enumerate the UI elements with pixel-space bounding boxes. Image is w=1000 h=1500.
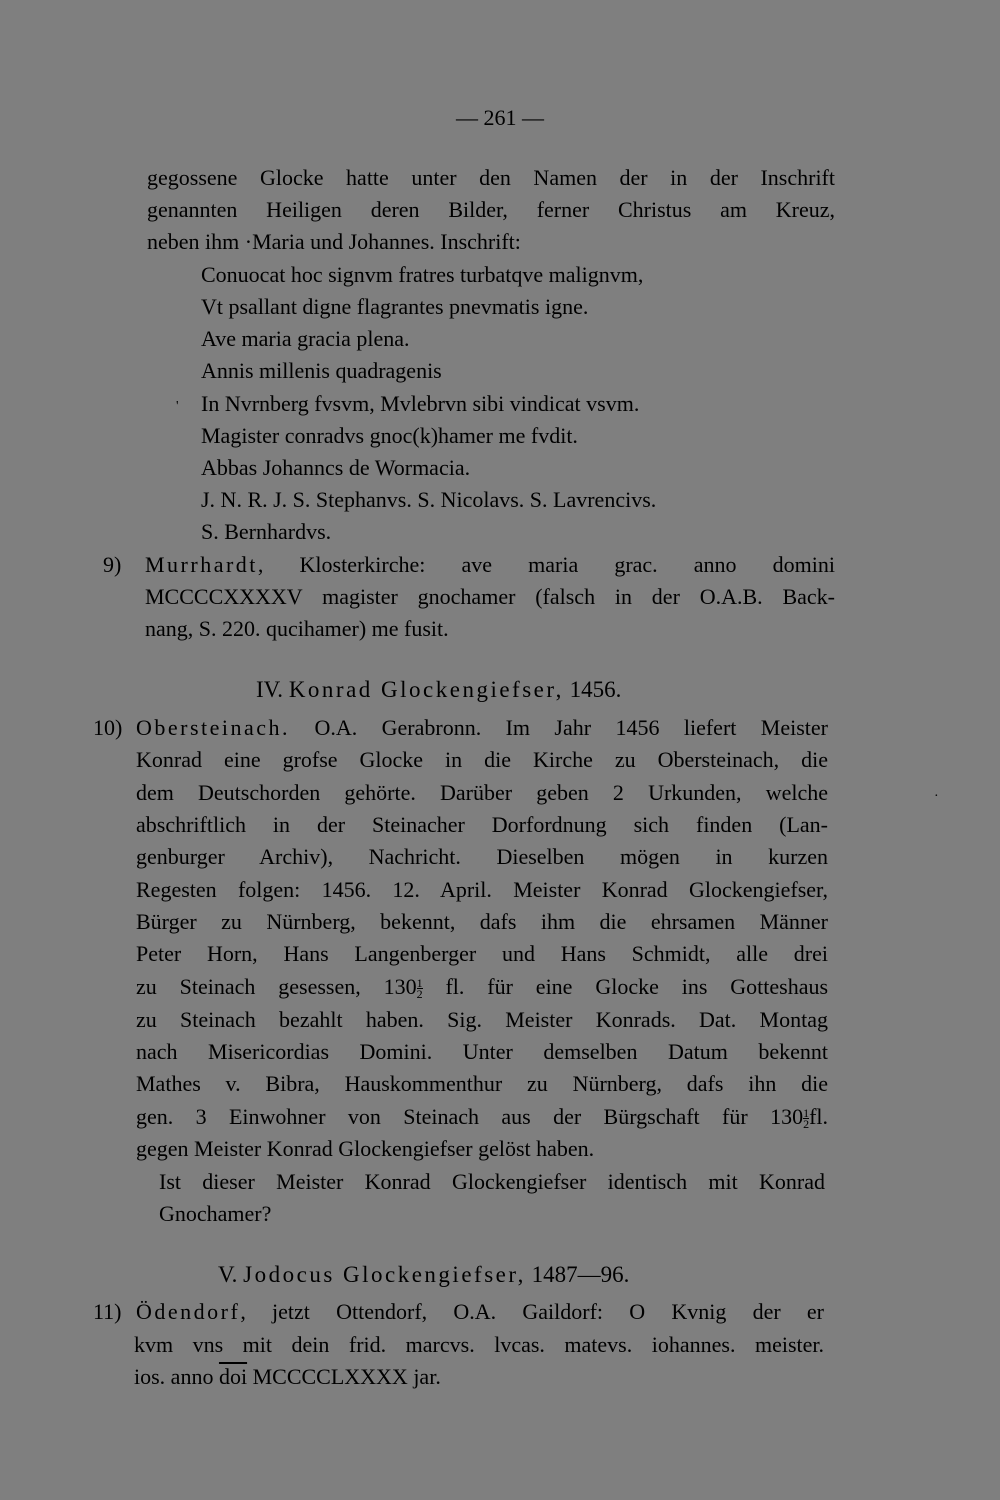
abbreviation: $\overline{doi}$: [218, 1364, 248, 1389]
entry-line: [136, 1298, 824, 1326]
body-text-line: genannten Heiligen deren Bilder, ferner Christus am Kreuz,: [147, 197, 835, 222]
entry-text: ios. anno: [134, 1364, 219, 1389]
entry-text: fl.: [809, 1104, 829, 1129]
inscription-line: Ave maria gracia plena.: [201, 326, 410, 351]
place-name: Obersteinach.: [136, 715, 291, 740]
section-heading: [256, 676, 621, 704]
entry-text: O.A. Gerabronn. Im Jahr 1456 liefert Meister: [290, 715, 828, 740]
inscription-line: Conuocat hoc signvm fratres turbatqve malignvm,: [201, 262, 644, 287]
heading-year: 1487—96.: [531, 1262, 630, 1287]
heading-numeral: V.: [218, 1262, 238, 1287]
entry-text: zu Steinach gesessen,: [136, 974, 361, 999]
body-text-line: gegossene Glocke hatte unter den Namen der in der Inschrift: [147, 165, 835, 190]
place-name: Murrhardt: [145, 552, 258, 577]
amount: [770, 1103, 828, 1131]
entry-line: Mathes v. Bibra, Hauskommenthur zu Nürnberg, dafs ihn die: [136, 1071, 828, 1096]
fraction-denominator: 2: [803, 1117, 810, 1132]
body-text-line: neben ihm ·Maria und Johannes. Inschrift:: [147, 229, 521, 254]
entry-line: [136, 1103, 828, 1131]
inscription-line: Vt psallant digne flagrantes pnevmatis igne.: [201, 294, 589, 319]
entry-number: 10): [93, 715, 123, 740]
entry-line: [134, 1363, 441, 1391]
heading-numeral: IV.: [256, 677, 284, 702]
question-line: Ist dieser Meister Konrad Glockengiefser identisch mit Konrad: [159, 1169, 825, 1194]
fraction: [416, 976, 423, 1002]
entry-line: Bürger zu Nürnberg, bekennt, dafs ihm die ehrsamen Männer: [136, 909, 828, 934]
amount-whole: 130: [383, 974, 417, 999]
entry-text: , jetzt Ottendorf, O.A. Gaildorf: O Kvnig der er: [240, 1299, 824, 1324]
entry-line: gegen Meister Konrad Glockengiefser gelöst haben.: [136, 1136, 595, 1161]
entry-text: MCCCCLXXXX jar.: [247, 1364, 441, 1389]
stray-mark: ': [176, 399, 179, 414]
entry-line: MCCCCXXXXV magister gnochamer (falsch in der O.A.B. Back-: [145, 584, 835, 609]
section-heading: [218, 1261, 629, 1289]
page-number: — 261 —: [456, 105, 544, 130]
heading-year: 1456.: [569, 677, 622, 702]
entry-line: kvm vns mit dein frid. marcvs. lvcas. matevs. iohannes. meister.: [134, 1332, 824, 1357]
heading-name: Jodocus Glockengiefser,: [243, 1262, 526, 1287]
inscription-line: J. N. R. J. S. Stephanvs. S. Nicolavs. S. Lavrencivs.: [201, 487, 657, 512]
entry-text: fl. für eine Glocke ins Gotteshaus: [445, 974, 829, 999]
entry-line: [136, 973, 828, 1001]
inscription-line: In Nvrnberg fvsvm, Mvlebrvn sibi vindicat vsvm.: [201, 391, 640, 416]
entry-line: Konrad eine grofse Glocke in die Kirche zu Obersteinach, die: [136, 747, 828, 772]
entry-number: 9): [103, 552, 122, 577]
place-name: Ödendorf: [136, 1299, 241, 1324]
fraction-numerator: 1: [416, 976, 423, 991]
entry-line: nang, S. 220. qucihamer) me fusit.: [145, 616, 449, 641]
entry-line: abschriftlich in der Steinacher Dorfordnung sich finden (Lan-: [136, 812, 828, 837]
fraction-denominator: 2: [416, 987, 423, 1002]
stray-mark: ·: [934, 789, 939, 804]
fraction-numerator: 1: [803, 1106, 810, 1121]
amount-whole: 130: [770, 1104, 804, 1129]
inscription-line: Abbas Johanncs de Wormacia.: [201, 455, 471, 480]
inscription-line: S. Bernhardvs.: [201, 519, 332, 544]
entry-line: zu Steinach bezahlt haben. Sig. Meister Konrads. Dat. Montag: [136, 1007, 828, 1032]
entry-line: [136, 714, 828, 742]
entry-line: Regesten folgen: 1456. 12. April. Meister Konrad Glockengiefser,: [136, 877, 828, 902]
entry-line: [145, 551, 835, 579]
entry-text: , Klosterkirche: ave maria grac. anno domini: [257, 552, 835, 577]
entry-line: genburger Archiv), Nachricht. Dieselben mögen in kurzen: [136, 844, 828, 869]
entry-line: Peter Horn, Hans Langenberger und Hans Schmidt, alle drei: [136, 941, 828, 966]
question-line: Gnochamer?: [159, 1201, 272, 1226]
heading-name: Konrad Glockengiefser,: [288, 677, 564, 702]
amount: [384, 973, 423, 1001]
inscription-line: Annis millenis quadragenis: [201, 358, 442, 383]
entry-line: nach Misericordias Domini. Unter demselben Datum bekennt: [136, 1039, 828, 1064]
entry-text: gen. 3 Einwohner von Steinach aus der Bürgschaft für: [136, 1104, 748, 1129]
entry-line: dem Deutschorden gehörte. Darüber geben 2 Urkunden, welche: [136, 780, 828, 805]
entry-number: 11): [93, 1299, 122, 1324]
inscription-line: Magister conradvs gnoc(k)hamer me fvdit.: [201, 423, 578, 448]
